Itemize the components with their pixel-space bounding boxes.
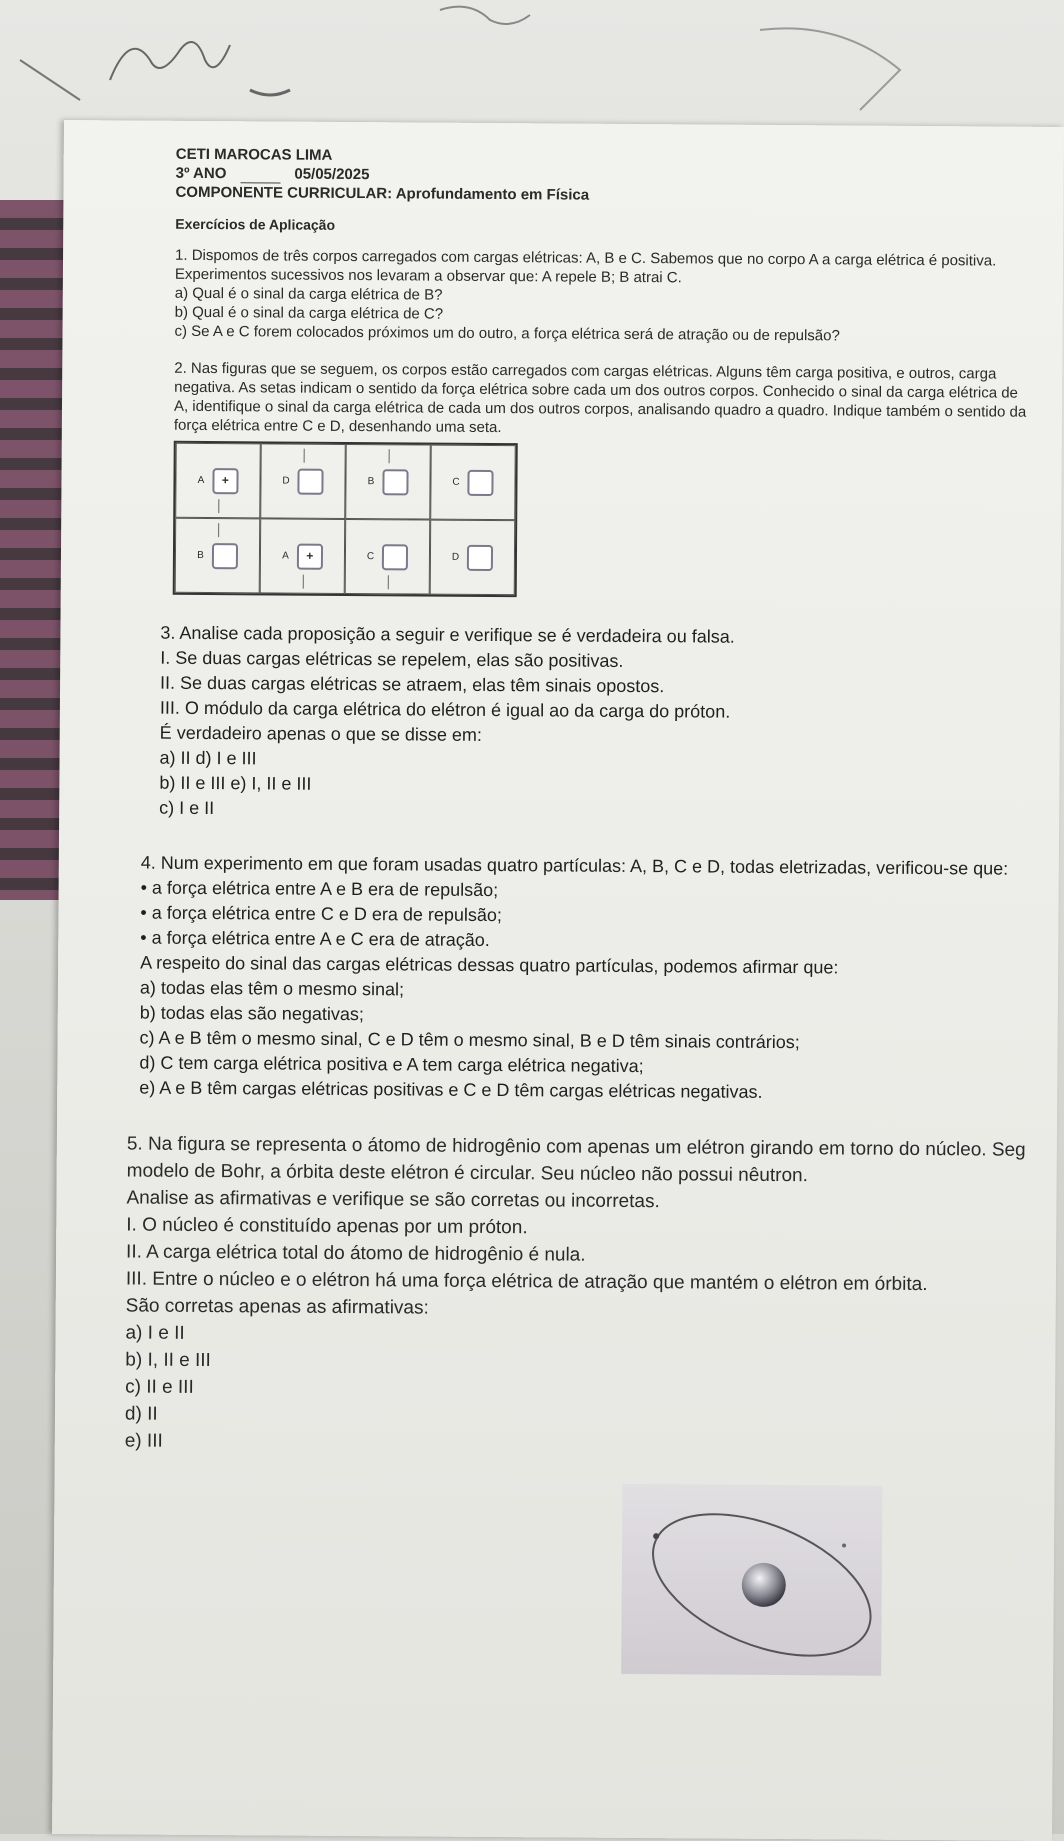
electron-marker [842, 1543, 846, 1547]
label-d: D [451, 551, 460, 563]
header [175, 145, 1035, 208]
arrow-down-icon [302, 575, 303, 589]
arrow-up-icon [303, 449, 304, 463]
q2-text: 2. Nas figuras que se seguem, os corpos estão carregados com cargas elétricas. Alguns têm carga positiva, e outros, carga negativa. As setas indicam o sentido da força elétrica sobre cada um dos outros corpos. Conhecido o sinal da carga elétrica de A, identifique o sinal da carga elétrica de cada um dos outros corpos, analisando quadro a quadro. Indique também o sentido da força elétrica entre C e D, desenhando uma seta. [173, 359, 1027, 437]
charge-box [298, 468, 324, 494]
handwriting-scribble [0, 0, 1064, 120]
question-4 [139, 851, 1031, 1107]
q4-option-d: d) C tem carga elétrica positiva e A tem carga elétrica negativa; [139, 1052, 644, 1077]
label-c: C [366, 551, 375, 563]
charge-box: + [212, 468, 238, 494]
label-b: B [367, 476, 375, 488]
question-3 [159, 621, 1032, 827]
q3-prompt: É verdadeiro apenas o que se disse em: [159, 722, 482, 745]
q3-option-c: c) I e II [159, 797, 215, 819]
grid-cell [430, 445, 516, 521]
grade: 3º ANO [175, 164, 227, 183]
subject: COMPONENTE CURRICULAR: Aprofundamento em Física [175, 183, 590, 204]
grid-cell [175, 518, 261, 594]
nucleus [742, 1563, 786, 1607]
q4-option-a: a) todas elas têm o mesmo sinal; [139, 977, 405, 1000]
grade-blank [240, 164, 280, 183]
atom-diagram [621, 1484, 882, 1676]
charge-box: + [297, 543, 323, 569]
q5-ii: II. A carga elétrica total do átomo de hidrogênio é nula. [126, 1241, 586, 1266]
q1-text: 1. Dispomos de três corpos carregados com cargas elétricas: A, B e C. Sabemos que no corpo A a carga elétrica é positiva. Experimentos sucessivos nos levaram a observar que: A repele B; B atrai C. [174, 246, 997, 287]
q3-ii: II. Se duas cargas elétricas se atraem, elas têm sinais opostos. [160, 672, 665, 697]
charge-box [212, 543, 238, 569]
q5-iii: III. Entre o núcleo e o elétron há uma força elétrica de atração que mantém o elétron em órbita. [125, 1268, 928, 1296]
label-a: A [282, 550, 289, 562]
label-b: B [197, 549, 204, 561]
charge-box [467, 544, 493, 570]
q4-bullet-1: • a força elétrica entre A e B era de repulsão; [141, 876, 1031, 907]
grid-cell [260, 443, 346, 519]
q5-option-e: e) III [124, 1430, 163, 1452]
question-1 [174, 246, 1035, 347]
exam-sheet [52, 120, 1064, 1841]
q5-option-c: c) II e III [125, 1376, 194, 1398]
grid-cell [430, 520, 516, 596]
arrow-down-icon [218, 499, 219, 513]
label-c: C [452, 476, 460, 488]
charge-box [382, 469, 408, 495]
section-title: Exercícios de Aplicação [175, 215, 336, 233]
q3-option-b: b) II e III e) I, II e III [159, 772, 312, 794]
school-name: CETI MAROCAS LIMA [175, 145, 333, 164]
arrow-down-icon [387, 575, 388, 589]
grid-cell [175, 443, 261, 519]
q3-i: I. Se duas cargas elétricas se repelem, elas são positivas. [160, 647, 624, 671]
q5-option-d: d) II [124, 1403, 158, 1425]
q5-option-b: b) I, II e III [125, 1349, 211, 1372]
question-5 [125, 1130, 1029, 1460]
electron [653, 1533, 659, 1539]
q4-bullet-3: • a força elétrica entre A e C era de atração. [140, 926, 1030, 957]
q5-text: 5. Na figura se representa o átomo de hidrogênio com apenas um elétron girando em torno do núcleo. Seg [126, 1133, 1026, 1161]
q5-prompt-2: São corretas apenas as afirmativas: [125, 1295, 429, 1319]
q3-text: 3. Analise cada proposição a seguir e verifique se é verdadeira ou falsa. [160, 622, 735, 647]
q4-option-b: b) todas elas são negativas; [139, 1002, 364, 1025]
q3-option-a: a) II d) I e III [159, 747, 257, 769]
q1-a: a) Qual é o sinal da carga elétrica de B? [174, 284, 443, 304]
date: 05/05/2025 [294, 165, 370, 184]
q1-c: c) Se A e C forem colocados próximos um do outro, a força elétrica será de atração ou de repulsão? [174, 322, 840, 345]
label-d: D [282, 475, 290, 487]
q5-text-2: modelo de Bohr, a órbita deste elétron é circular. Seu núcleo não possui nêutron. [126, 1160, 809, 1187]
question-2 [173, 359, 1035, 601]
q4-bullet-2: • a força elétrica entre C e D era de repulsão; [140, 901, 1030, 932]
q5-prompt-1: Analise as afirmativas e verifique se são corretas ou incorretas. [126, 1187, 660, 1213]
grid-cell [345, 519, 431, 595]
q4-text: 4. Num experimento em que foram usadas quatro partículas: A, B, C e D, todas eletrizadas, verificou-se que: [140, 852, 1009, 879]
q4-option-e: e) A e B têm cargas elétricas positivas e C e D têm cargas elétricas negativas. [139, 1077, 763, 1102]
document-body [124, 145, 1036, 1461]
label-a: A [197, 474, 205, 486]
q5-i: I. O núcleo é constituído apenas por um próton. [126, 1214, 528, 1239]
charges-grid [173, 441, 518, 597]
charge-box [467, 469, 493, 495]
charge-box [382, 544, 408, 570]
grid-cell [345, 444, 431, 520]
q1-b: b) Qual é o sinal da carga elétrica de C? [174, 303, 444, 323]
q3-iii: III. O módulo da carga elétrica do elétron é igual ao da carga do próton. [159, 697, 731, 722]
q4-option-c: c) A e B têm o mesmo sinal, C e D têm o mesmo sinal, B e D têm sinais contrários; [139, 1027, 800, 1053]
hydrogen-atom-figure [621, 1484, 882, 1676]
arrow-up-icon [218, 523, 219, 537]
grid-cell [260, 518, 346, 594]
arrow-up-icon [388, 449, 389, 463]
q4-prompt: A respeito do sinal das cargas elétricas dessas quatro partículas, podemos afirmar que: [140, 952, 839, 978]
q5-option-a: a) I e II [125, 1322, 185, 1344]
